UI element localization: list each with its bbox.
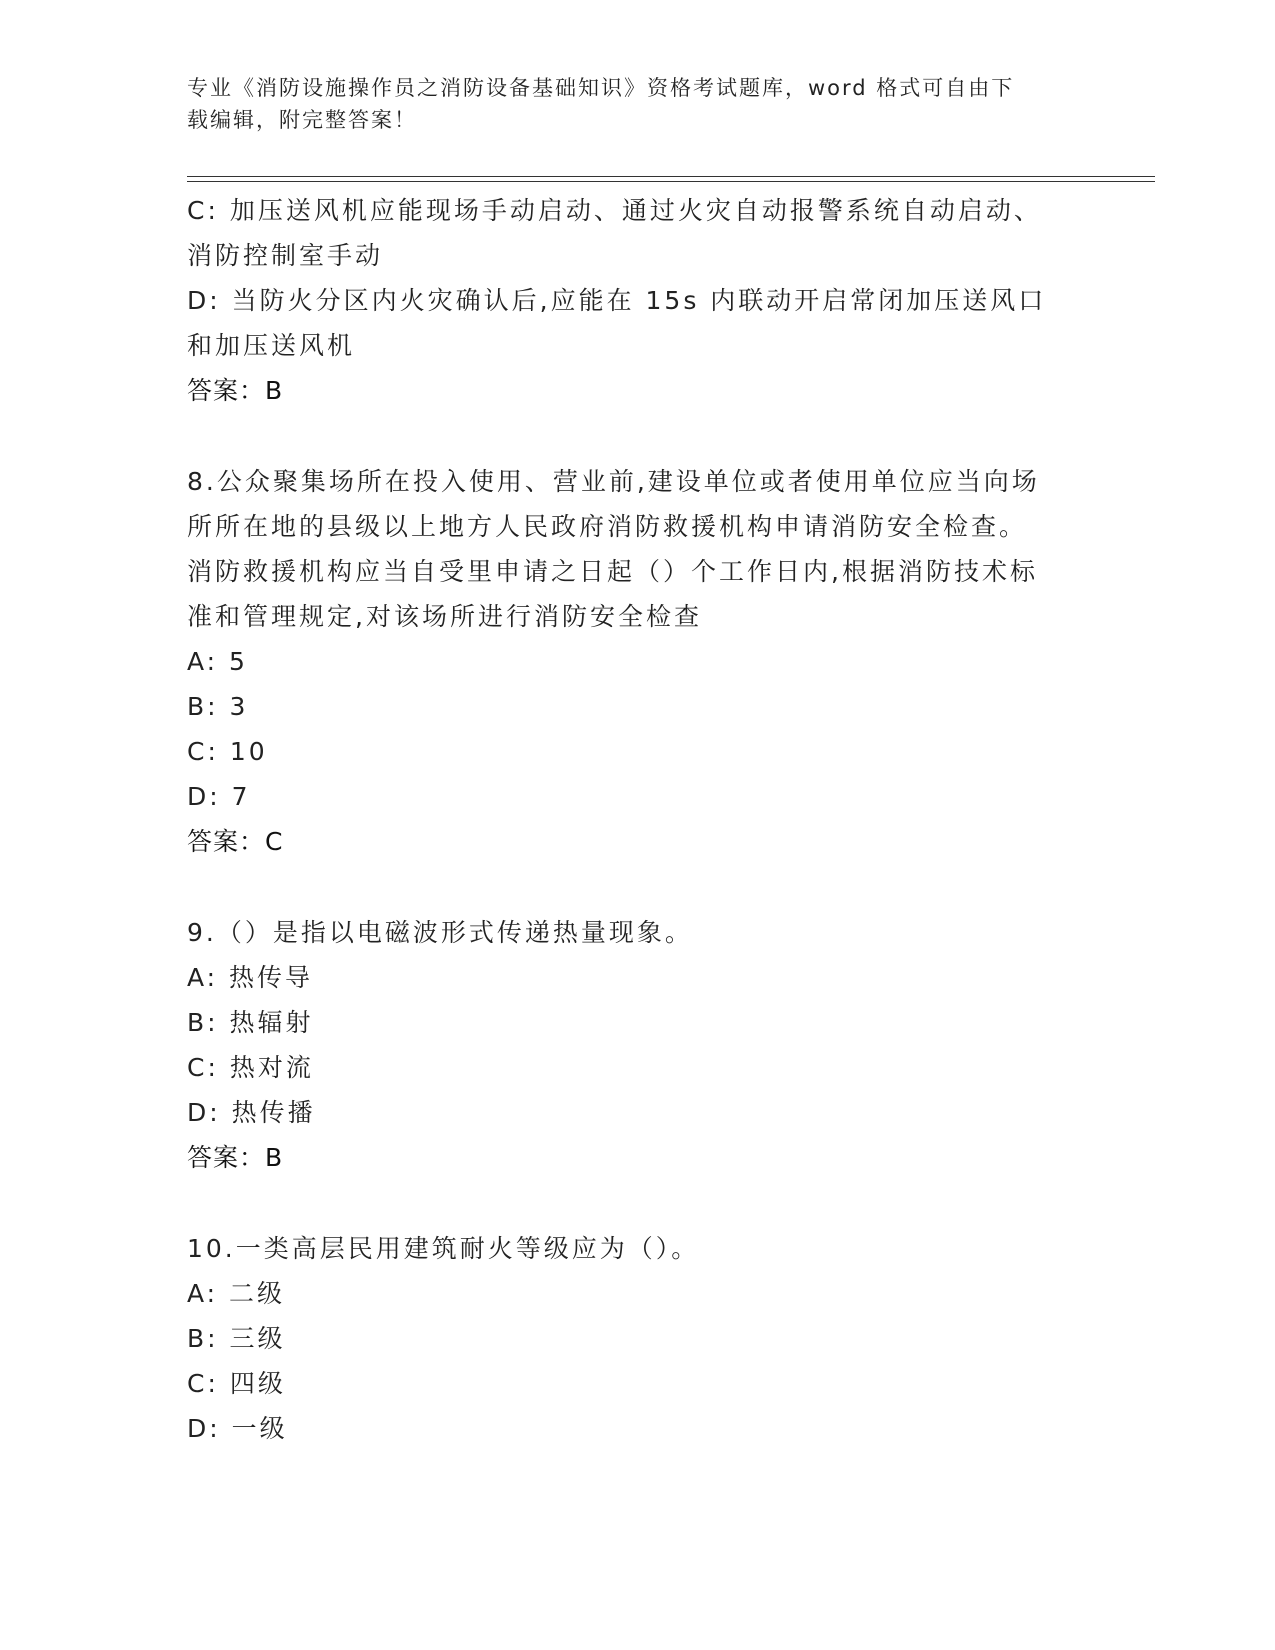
q8-option-c: C: 10 [187,737,268,766]
spacer [187,864,1087,910]
q8-answer: 答案：C [187,827,284,856]
q9-stem: 9.（）是指以电磁波形式传递热量现象。 [187,918,693,947]
header-line-1: 专业《消防设施操作员之消防设备基础知识》资格考试题库，word 格式可自由下 [187,76,1015,100]
header-line-2: 载编辑，附完整答案！ [187,108,417,132]
q8-stem-line-4: 准和管理规定,对该场所进行消防安全检查 [187,602,702,631]
q9-answer: 答案：B [187,1143,284,1172]
q9-option-d: D: 热传播 [187,1098,316,1127]
q9-option-a: A: 热传导 [187,963,314,992]
q8-stem-line-2: 所所在地的县级以上地方人民政府消防救援机构申请消防安全检查。 [187,512,1028,541]
q8-stem-line-1: 8.公众聚集场所在投入使用、营业前,建设单位或者使用单位应当向场 [187,467,1040,496]
question-10 [187,1226,1087,1451]
q8-option-d: D: 7 [187,782,251,811]
question-9 [187,910,1087,1180]
spacer [187,1180,1087,1226]
q8-stem-line-3: 消防救援机构应当自受里申请之日起（）个工作日内,根据消防技术标 [187,557,1038,586]
question-content [187,188,1087,1451]
q10-option-d: D: 一级 [187,1414,288,1443]
question-8 [187,459,1087,864]
q7-option-c-line-1: C: 加压送风机应能现场手动启动、通过火灾自动报警系统自动启动、 [187,196,1042,225]
document-header [187,72,1087,136]
q9-option-c: C: 热对流 [187,1053,314,1082]
question-7-tail [187,188,1087,413]
q7-option-d-line-2: 和加压送风机 [187,331,356,360]
q7-option-d-line-1: D: 当防火分区内火灾确认后,应能在 15s 内联动开启常闭加压送风口 [187,286,1047,315]
q7-answer: 答案：B [187,376,284,405]
q10-option-b: B: 三级 [187,1324,286,1353]
spacer [187,413,1087,459]
q10-option-a: A: 二级 [187,1279,286,1308]
header-divider [187,176,1155,182]
q10-option-c: C: 四级 [187,1369,286,1398]
q7-option-c-line-2: 消防控制室手动 [187,241,384,270]
q10-stem: 10.一类高层民用建筑耐火等级应为（）。 [187,1234,700,1263]
q8-option-a: A: 5 [187,647,248,676]
q8-option-b: B: 3 [187,692,249,721]
q9-option-b: B: 热辐射 [187,1008,314,1037]
